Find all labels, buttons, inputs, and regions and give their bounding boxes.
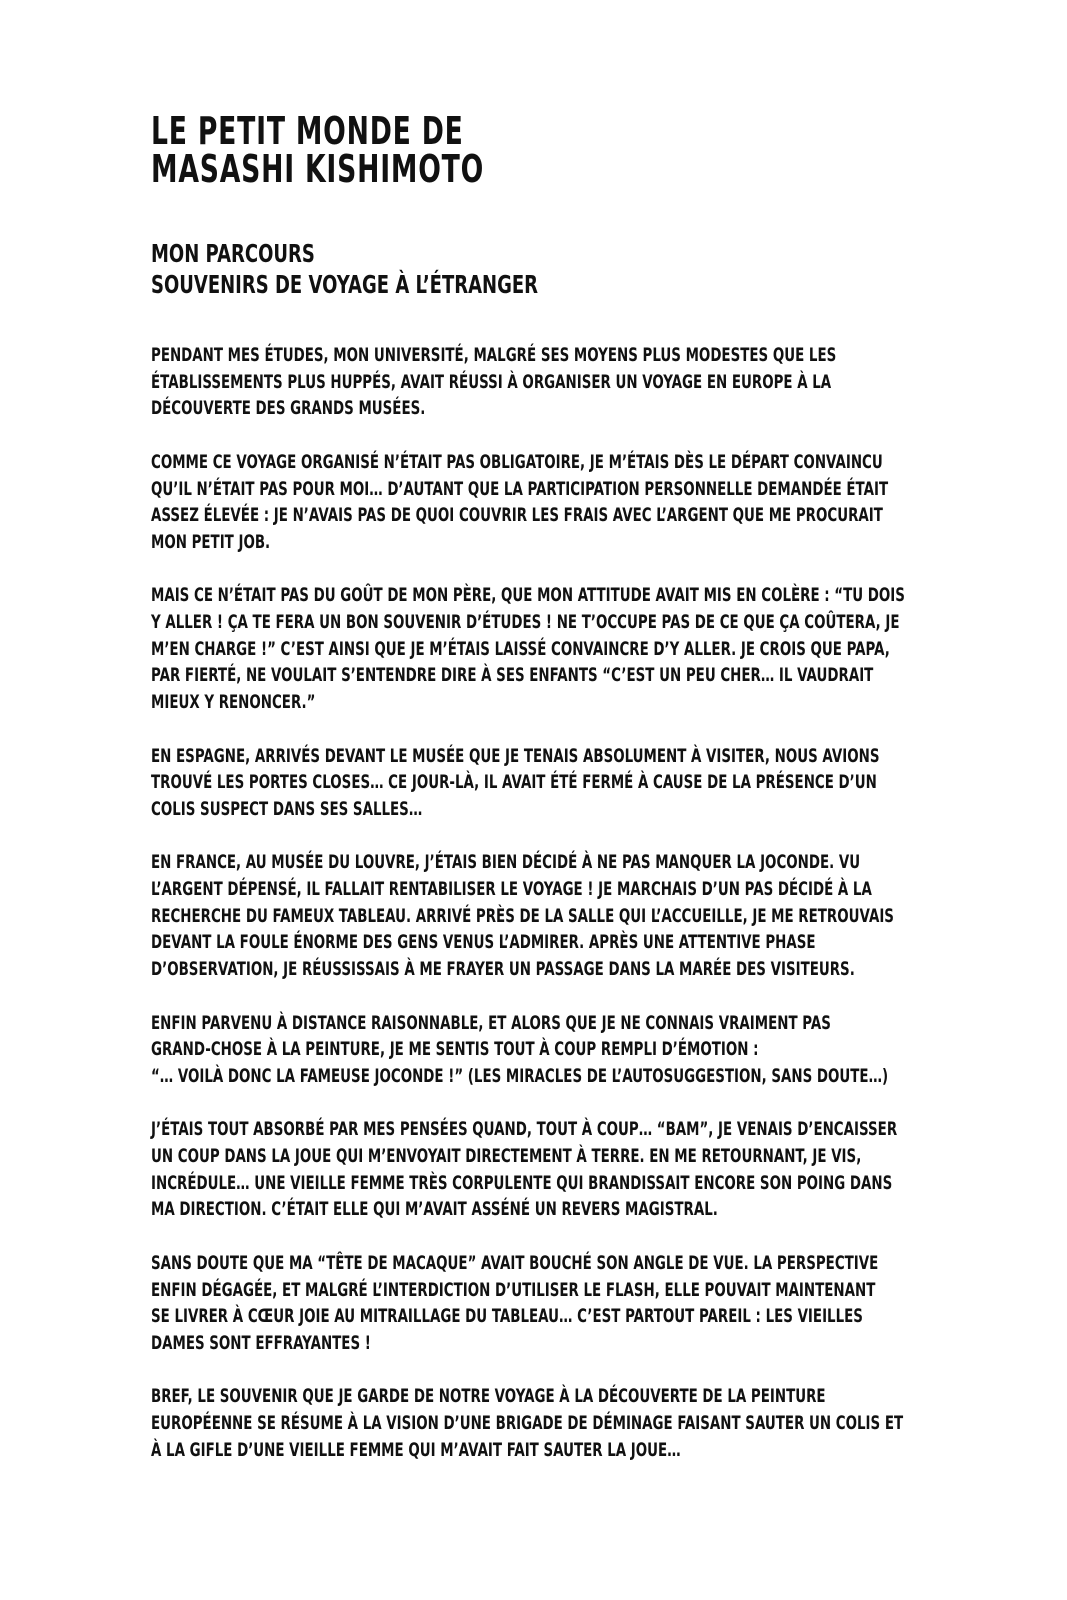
text-line: “… VOILÀ DONC LA FAMEUSE JOCONDE !” (LES MIRACLES DE L’AUTOSUGGESTION, SANS DOUTE…) <box>151 1064 889 1087</box>
text-line: EN FRANCE, AU MUSÉE DU LOUVRE, J’ÉTAIS BIEN DÉCIDÉ À NE PAS MANQUER LA JOCONDE. VU <box>151 851 861 874</box>
text-line: MIEUX Y RENONCER.” <box>151 691 316 714</box>
text-line: L’ARGENT DÉPENSÉ, IL FALLAIT RENTABILISER LE VOYAGE ! JE MARCHAIS D’UN PAS DÉCIDÉ À LA <box>151 878 872 900</box>
paragraph-studies <box>151 342 969 422</box>
text-line: J’ÉTAIS TOUT ABSORBÉ PAR MES PENSÉES QUAND, TOUT À COUP… “BAM”, JE VENAIS D’ENCAISSER <box>151 1118 898 1141</box>
paragraph-not-mandatory <box>151 449 969 556</box>
text-line: ENFIN PARVENU À DISTANCE RAISONNABLE, ET ALORS QUE JE NE CONNAIS VRAIMENT PAS <box>151 1011 831 1034</box>
document-page <box>151 109 981 1461</box>
text-line: SANS DOUTE QUE MA “TÊTE DE MACAQUE” AVAIT BOUCHÉ SON ANGLE DE VUE. LA PERSPECTIVE <box>151 1251 879 1274</box>
text-line: ASSEZ ÉLEVÉE : JE N’AVAIS PAS DE QUOI COUVRIR LES FRAIS AVEC L’ARGENT QUE ME PROCURAIT <box>151 504 883 527</box>
text-line: ÉTABLISSEMENTS PLUS HUPPÉS, AVAIT RÉUSSI À ORGANISER UN VOYAGE EN EUROPE À LA <box>151 370 832 393</box>
page-title <box>151 109 798 191</box>
text-line: EN ESPAGNE, ARRIVÉS DEVANT LE MUSÉE QUE JE TENAIS ABSOLUMENT À VISITER, NOUS AVIONS <box>151 744 880 767</box>
text-line: PENDANT MES ÉTUDES, MON UNIVERSITÉ, MALGRÉ SES MOYENS PLUS MODESTES QUE LES <box>151 344 837 366</box>
text-line: EUROPÉENNE SE RÉSUME À LA VISION D’UNE BRIGADE DE DÉMINAGE FAISANT SAUTER UN COLIS ET <box>151 1412 904 1434</box>
text-line: Y ALLER ! ÇA TE FERA UN BON SOUVENIR D’ÉTUDES ! NE T’OCCUPE PAS DE CE QUE ÇA COÛTERA, JE <box>151 611 900 633</box>
title-line: MASASHI KISHIMOTO <box>151 147 485 191</box>
text-line: SE LIVRER À CŒUR JOIE AU MITRAILLAGE DU TABLEAU… C’EST PARTOUT PAREIL : LES VIEILLES <box>151 1305 863 1328</box>
paragraph-louvre <box>151 849 969 983</box>
text-line: À LA GIFLE D’UNE VIEILLE FEMME QUI M’AVAIT FAIT SAUTER LA JOUE… <box>151 1438 681 1461</box>
article-body <box>151 342 969 1490</box>
text-line: PAR FIERTÉ, NE VOULAIT S’ENTENDRE DIRE À SES ENFANTS “C’EST UN PEU CHER… IL VAUDRAIT <box>151 664 874 687</box>
subtitle-line: SOUVENIRS DE VOYAGE À L’ÉTRANGER <box>151 270 539 299</box>
text-line: UN COUP DANS LA JOUE QUI M’ENVOYAIT DIRECTEMENT À TERRE. EN ME RETOURNANT, JE VIS, <box>151 1145 862 1167</box>
paragraph-bam <box>151 1116 969 1223</box>
paragraph-joconde <box>151 1010 969 1090</box>
paragraph-conclusion <box>151 1383 969 1463</box>
text-line: MON PETIT JOB. <box>151 530 271 553</box>
text-line: ENFIN DÉGAGÉE, ET MALGRÉ L’INTERDICTION D’UTILISER LE FLASH, ELLE POUVAIT MAINTENANT <box>151 1278 876 1301</box>
text-line: GRAND-CHOSE À LA PEINTURE, JE ME SENTIS TOUT À COUP REMPLI D’ÉMOTION : <box>151 1038 759 1061</box>
section-subtitle <box>151 238 538 300</box>
text-line: TROUVÉ LES PORTES CLOSES… CE JOUR-LÀ, IL AVAIT ÉTÉ FERMÉ À CAUSE DE LA PRÉSENCE D’UN <box>151 771 877 794</box>
text-line: D’OBSERVATION, JE RÉUSSISSAIS À ME FRAYER UN PASSAGE DANS LA MARÉE DES VISITEURS. <box>151 958 855 981</box>
text-line: BREF, LE SOUVENIR QUE JE GARDE DE NOTRE VOYAGE À LA DÉCOUVERTE DE LA PEINTURE <box>151 1385 826 1408</box>
text-line: DEVANT LA FOULE ÉNORME DES GENS VENUS L’ADMIRER. APRÈS UNE ATTENTIVE PHASE <box>151 931 816 954</box>
text-line: COLIS SUSPECT DANS SES SALLES… <box>151 797 423 820</box>
text-line: DAMES SONT EFFRAYANTES ! <box>151 1331 371 1354</box>
subtitle-line: MON PARCOURS <box>151 239 315 268</box>
text-line: DÉCOUVERTE DES GRANDS MUSÉES. <box>151 397 426 420</box>
text-line: QU’IL N’ÉTAIT PAS POUR MOI… D’AUTANT QUE LA PARTICIPATION PERSONNELLE DEMANDÉE ÉTAIT <box>151 477 889 500</box>
text-line: MA DIRECTION. C’ÉTAIT ELLE QUI M’AVAIT ASSÉNÉ UN REVERS MAGISTRAL. <box>151 1198 718 1221</box>
title-line: LE PETIT MONDE DE <box>151 109 464 153</box>
text-line: M’EN CHARGE !” C’EST AINSI QUE JE M’ÉTAIS LAISSÉ CONVAINCRE D’Y ALLER. JE CROIS QUE PAPA, <box>151 637 890 660</box>
paragraph-macaque <box>151 1250 969 1357</box>
text-line: COMME CE VOYAGE ORGANISÉ N’ÉTAIT PAS OBLIGATOIRE, JE M’ÉTAIS DÈS LE DÉPART CONVAINCU <box>151 450 883 473</box>
text-line: MAIS CE N’ÉTAIT PAS DU GOÛT DE MON PÈRE, QUE MON ATTITUDE AVAIT MIS EN COLÈRE : “TU DOIS <box>151 584 905 607</box>
paragraph-father <box>151 582 969 716</box>
text-line: RECHERCHE DU FAMEUX TABLEAU. ARRIVÉ PRÈS DE LA SALLE QUI L’ACCUEILLE, JE ME RETROUVAIS <box>151 904 894 927</box>
paragraph-spain <box>151 743 969 823</box>
text-line: INCRÉDULE… UNE VIEILLE FEMME TRÈS CORPULENTE QUI BRANDISSAIT ENCORE SON POING DANS <box>151 1171 893 1194</box>
